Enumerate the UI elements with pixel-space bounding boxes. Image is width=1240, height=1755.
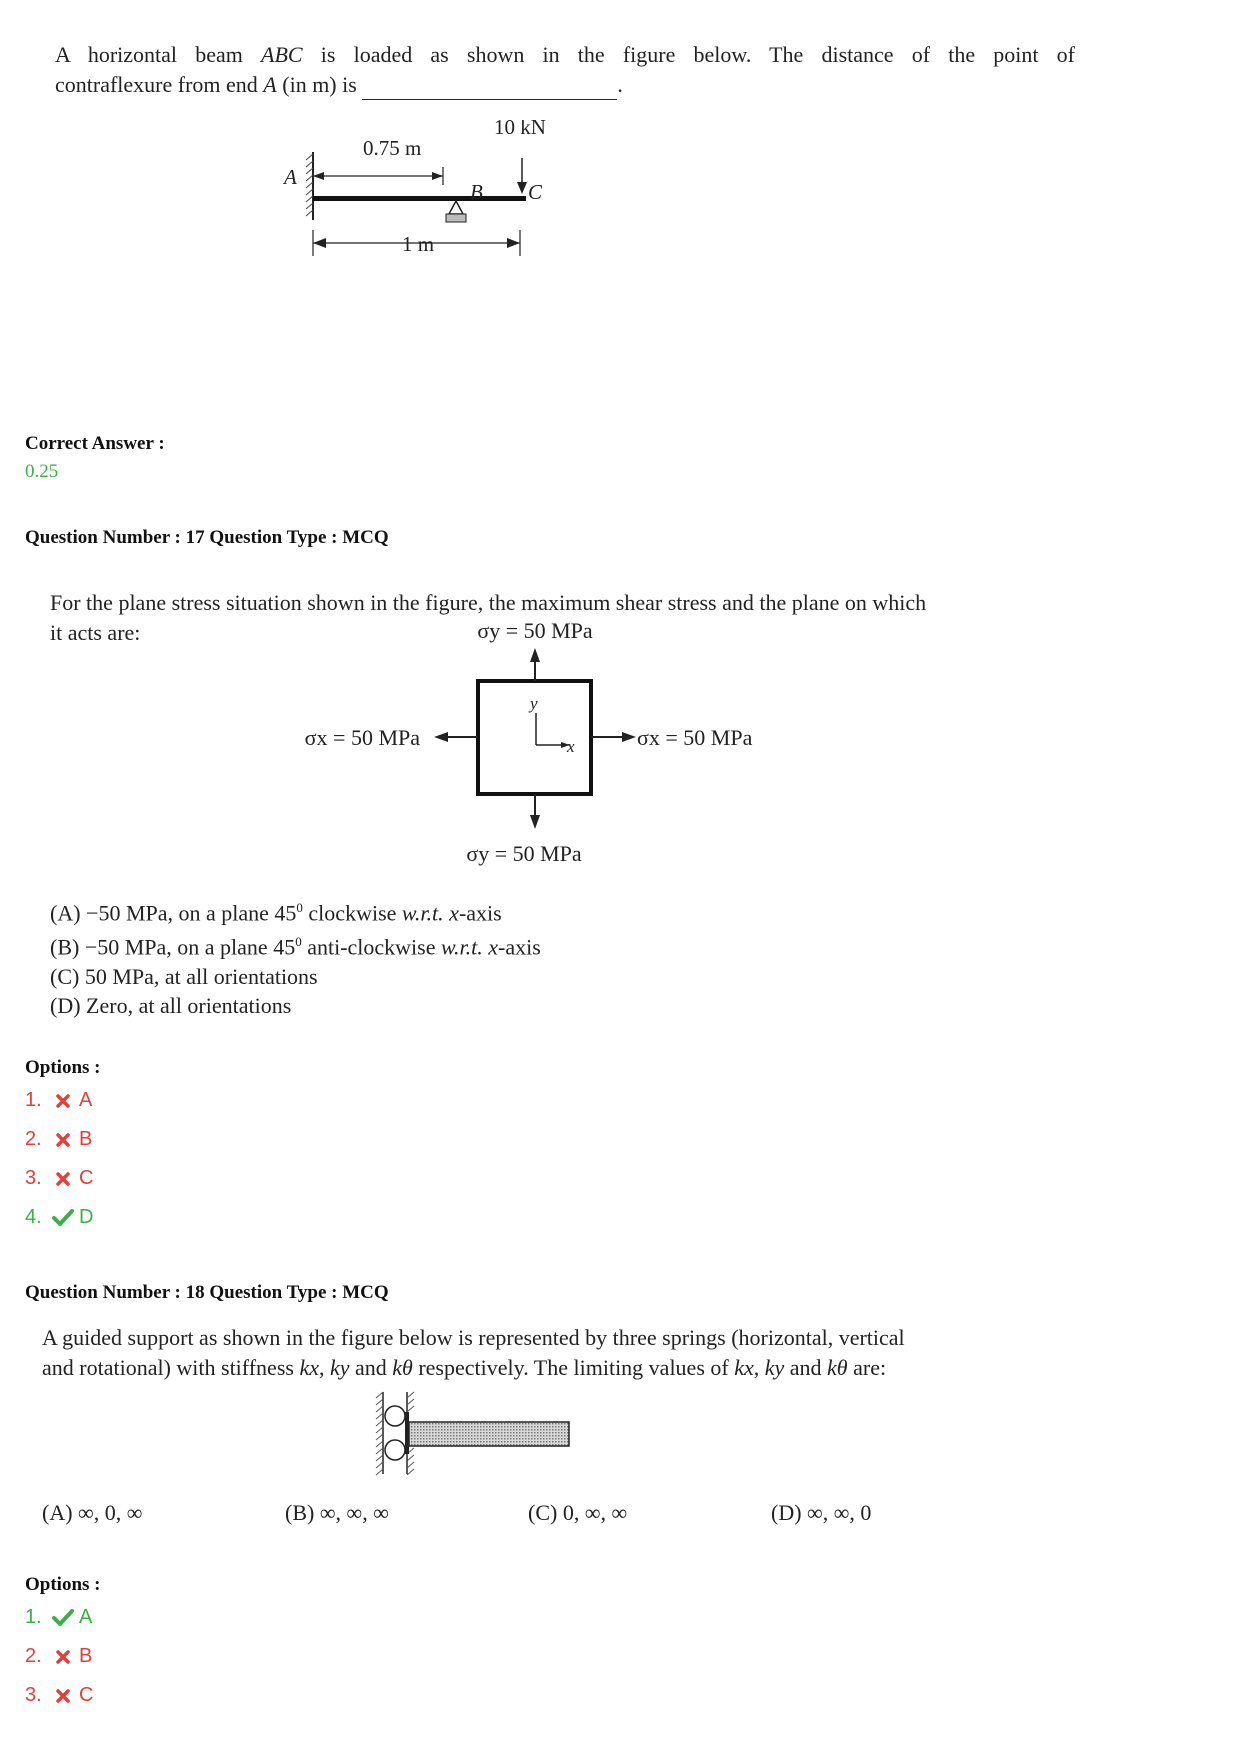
- q17-choice-a: (A) −50 MPa, on a plane $45^0$ clockwise w.r.t. x-axis: [50, 900, 502, 926]
- load-label: 10 kN: [494, 120, 546, 139]
- correct-answer-value: 0.25: [25, 461, 59, 482]
- check-icon: [51, 1608, 75, 1628]
- q17-text-line1: For the plane stress situation shown in the figure, the maximum shear stress and the plane on which: [50, 590, 927, 615]
- dim-1-label: 1 m: [401, 232, 435, 256]
- q18-option-2[interactable]: 2. B: [25, 1645, 93, 1667]
- q17-options-label: Options :: [25, 1057, 101, 1078]
- q17-option-2[interactable]: 2. B: [25, 1128, 93, 1150]
- answer-blank: [362, 77, 617, 100]
- q17-text-line2: it acts are:: [50, 620, 141, 645]
- q18-choice-b: (B) ∞, ∞, ∞: [285, 1500, 389, 1525]
- q17-choices: [50, 893, 850, 1020]
- dim-075-label: 0.75 m: [363, 136, 422, 160]
- correct-answer-label: Correct Answer :: [25, 433, 165, 454]
- q17-choice-b: (B) −50 MPa, on a plane $45^0$ anti-clockwise w.r.t. x-axis: [50, 934, 541, 960]
- sigma-x-left-label: σx = 50 MPa: [304, 725, 420, 750]
- label-a: A: [284, 165, 297, 189]
- cross-icon: [51, 1091, 75, 1111]
- q17-choice-d: (D) Zero, at all orientations: [50, 992, 292, 1018]
- cross-icon: [51, 1647, 75, 1667]
- q18-choice-c: (C) 0, ∞, ∞: [528, 1500, 628, 1525]
- label-b: B: [470, 180, 483, 204]
- q17-choice-c: (C) 50 MPa, at all orientations: [50, 963, 318, 989]
- q16-question-text: [55, 40, 1075, 100]
- q18-question-text: [42, 1323, 1082, 1383]
- check-icon: [51, 1208, 75, 1228]
- q17-header: Question Number : 17 Question Type : MCQ: [25, 527, 389, 548]
- q17-stress-figure: [280, 618, 800, 880]
- q16-text-line1: A horizontal beam ABC is loaded as shown in the figure below. The distance of the point of: [55, 42, 1075, 67]
- q17-option-4[interactable]: 4. D: [25, 1206, 94, 1228]
- label-c: C: [528, 180, 543, 204]
- q18-options-label: Options :: [25, 1574, 101, 1595]
- q18-guided-support-figure: [375, 1390, 605, 1476]
- q18-option-1[interactable]: 1. A: [25, 1606, 93, 1628]
- q18-choice-d: (D) ∞, ∞, 0: [771, 1500, 872, 1525]
- q18-text-line1: A guided support as shown in the figure below is represented by three springs (horizontal, vertical: [42, 1325, 905, 1350]
- axis-y-label: y: [530, 694, 538, 713]
- cross-icon: [51, 1130, 75, 1150]
- sigma-y-top-label: σy = 50 MPa: [477, 618, 593, 643]
- axis-x-label: x: [567, 737, 575, 756]
- q17-option-3[interactable]: 3. C: [25, 1167, 94, 1189]
- q16-text-line2: contraflexure from end A (in m) is .: [55, 70, 1075, 100]
- sigma-x-right-label: σx = 50 MPa: [637, 725, 753, 750]
- cross-icon: [51, 1686, 75, 1706]
- q16-beam-figure: [270, 120, 600, 290]
- q18-text-line2: and rotational) with stiffness kx, ky and kθ respectively. The limiting values of kx, ky and kθ are:: [42, 1355, 887, 1380]
- q18-choice-a: (A) ∞, 0, ∞: [42, 1500, 143, 1525]
- sigma-y-bottom-label: σy = 50 MPa: [466, 841, 582, 866]
- cross-icon: [51, 1169, 75, 1189]
- q17-option-1[interactable]: 1. A: [25, 1089, 93, 1111]
- q18-option-3[interactable]: 3. C: [25, 1684, 94, 1706]
- q18-header: Question Number : 18 Question Type : MCQ: [25, 1282, 389, 1303]
